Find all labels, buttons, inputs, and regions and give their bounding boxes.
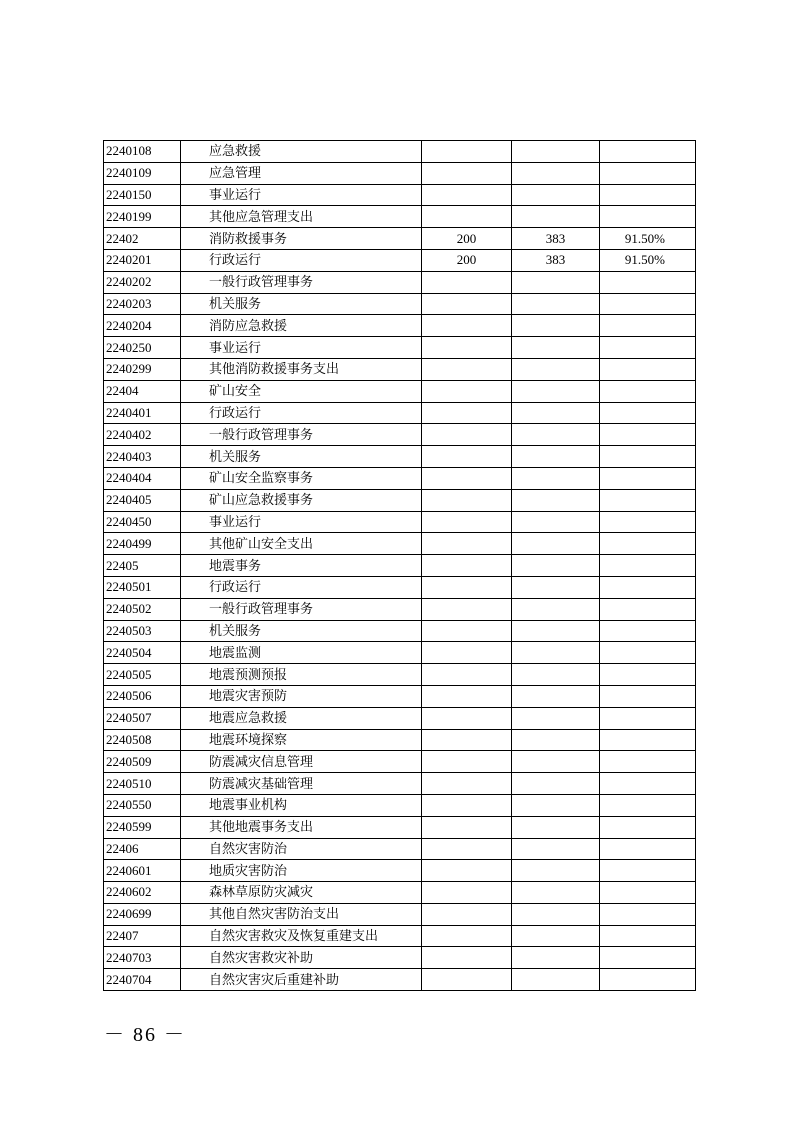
row-name-cell: 自然灾害防治 [181, 838, 422, 860]
row-value-1-cell [422, 402, 512, 424]
row-name-cell: 自然灾害救灾补助 [181, 947, 422, 969]
row-value-2-cell [512, 358, 600, 380]
row-value-1-cell [422, 380, 512, 402]
row-code-cell: 2240402 [104, 424, 181, 446]
table-row [104, 925, 696, 947]
row-code-cell: 2240703 [104, 947, 181, 969]
row-code-cell: 2240507 [104, 707, 181, 729]
row-code-cell: 2240502 [104, 598, 181, 620]
row-value-1-cell [422, 598, 512, 620]
row-value-2-cell [512, 685, 600, 707]
row-value-2-cell [512, 511, 600, 533]
row-value-1-cell [422, 162, 512, 184]
row-value-3-cell [600, 555, 696, 577]
row-value-3-cell [600, 620, 696, 642]
page-number: － 86 － [104, 1024, 186, 1046]
table-row [104, 642, 696, 664]
row-name-cell: 应急管理 [181, 162, 422, 184]
row-name-cell: 森林草原防灾减灾 [181, 882, 422, 904]
row-code-cell: 2240509 [104, 751, 181, 773]
row-value-1-cell [422, 555, 512, 577]
row-name-cell: 一般行政管理事务 [181, 598, 422, 620]
table-row [104, 707, 696, 729]
row-value-1-cell [422, 773, 512, 795]
table-row [104, 773, 696, 795]
row-value-1-cell [422, 751, 512, 773]
table-row [104, 511, 696, 533]
table-row [104, 533, 696, 555]
row-value-2-cell [512, 555, 600, 577]
table-row [104, 467, 696, 489]
row-name-cell: 机关服务 [181, 620, 422, 642]
row-name-cell: 消防救援事务 [181, 228, 422, 250]
row-name-cell: 其他消防救援事务支出 [181, 358, 422, 380]
row-value-2-cell [512, 206, 600, 228]
row-code-cell: 2240704 [104, 969, 181, 991]
table-row [104, 141, 696, 163]
row-name-cell: 事业运行 [181, 511, 422, 533]
row-value-1-cell [422, 293, 512, 315]
row-name-cell: 一般行政管理事务 [181, 424, 422, 446]
row-value-2-cell [512, 751, 600, 773]
table-row [104, 816, 696, 838]
row-value-3-cell [600, 467, 696, 489]
table-row [104, 969, 696, 991]
row-value-3-cell [600, 424, 696, 446]
row-value-3-cell [600, 358, 696, 380]
table-row [104, 271, 696, 293]
row-code-cell: 2240403 [104, 446, 181, 468]
row-code-cell: 2240150 [104, 184, 181, 206]
row-code-cell: 2240508 [104, 729, 181, 751]
row-value-3-cell [600, 707, 696, 729]
table-row [104, 838, 696, 860]
row-value-1-cell [422, 489, 512, 511]
row-value-3-cell [600, 816, 696, 838]
row-value-1-cell [422, 882, 512, 904]
row-value-1-cell [422, 620, 512, 642]
row-name-cell: 防震减灾基础管理 [181, 773, 422, 795]
row-value-2-cell [512, 467, 600, 489]
table-row [104, 860, 696, 882]
row-value-1-cell [422, 446, 512, 468]
row-value-1-cell [422, 467, 512, 489]
table-row [104, 664, 696, 686]
row-name-cell: 地震事务 [181, 555, 422, 577]
row-value-2-cell [512, 184, 600, 206]
row-value-3-cell: 91.50% [600, 249, 696, 271]
row-code-cell: 2240599 [104, 816, 181, 838]
row-value-1-cell [422, 969, 512, 991]
row-value-1-cell [422, 729, 512, 751]
row-code-cell: 22406 [104, 838, 181, 860]
row-value-3-cell [600, 773, 696, 795]
row-code-cell: 2240501 [104, 576, 181, 598]
row-name-cell: 消防应急救援 [181, 315, 422, 337]
row-name-cell: 事业运行 [181, 337, 422, 359]
row-value-1-cell [422, 947, 512, 969]
table-body [104, 141, 696, 991]
row-value-2-cell [512, 620, 600, 642]
row-value-2-cell [512, 729, 600, 751]
row-code-cell: 2240203 [104, 293, 181, 315]
row-code-cell: 2240510 [104, 773, 181, 795]
row-value-1-cell [422, 533, 512, 555]
row-code-cell: 22405 [104, 555, 181, 577]
row-value-2-cell [512, 141, 600, 163]
row-name-cell: 应急救援 [181, 141, 422, 163]
row-value-1-cell [422, 337, 512, 359]
row-name-cell: 自然灾害救灾及恢复重建支出 [181, 925, 422, 947]
row-value-1-cell [422, 141, 512, 163]
row-value-3-cell [600, 947, 696, 969]
row-value-1-cell [422, 903, 512, 925]
row-code-cell: 2240504 [104, 642, 181, 664]
row-value-2-cell [512, 402, 600, 424]
table-row [104, 882, 696, 904]
table-row [104, 293, 696, 315]
row-value-3-cell [600, 402, 696, 424]
table-row [104, 598, 696, 620]
row-name-cell: 行政运行 [181, 576, 422, 598]
row-value-1-cell [422, 816, 512, 838]
row-value-2-cell [512, 794, 600, 816]
row-value-3-cell [600, 969, 696, 991]
row-value-1-cell [422, 424, 512, 446]
row-value-3-cell [600, 882, 696, 904]
row-name-cell: 自然灾害灾后重建补助 [181, 969, 422, 991]
row-code-cell: 2240201 [104, 249, 181, 271]
row-value-1-cell [422, 925, 512, 947]
row-value-3-cell [600, 664, 696, 686]
row-value-2-cell [512, 271, 600, 293]
row-code-cell: 2240601 [104, 860, 181, 882]
row-value-3-cell [600, 576, 696, 598]
table-row [104, 947, 696, 969]
row-name-cell: 地震灾害预防 [181, 685, 422, 707]
row-value-3-cell [600, 206, 696, 228]
row-name-cell: 矿山安全 [181, 380, 422, 402]
row-value-2-cell [512, 947, 600, 969]
row-name-cell: 其他自然灾害防治支出 [181, 903, 422, 925]
row-value-2-cell [512, 925, 600, 947]
row-value-2-cell [512, 838, 600, 860]
row-value-2-cell [512, 969, 600, 991]
row-name-cell: 事业运行 [181, 184, 422, 206]
row-code-cell: 2240299 [104, 358, 181, 380]
row-value-2-cell [512, 162, 600, 184]
row-code-cell: 2240202 [104, 271, 181, 293]
row-value-1-cell: 200 [422, 228, 512, 250]
row-value-3-cell [600, 446, 696, 468]
row-value-1-cell [422, 206, 512, 228]
table-row [104, 903, 696, 925]
row-value-2-cell [512, 576, 600, 598]
row-name-cell: 地质灾害防治 [181, 860, 422, 882]
row-code-cell: 2240204 [104, 315, 181, 337]
row-code-cell: 2240505 [104, 664, 181, 686]
row-value-1-cell: 200 [422, 249, 512, 271]
row-value-2-cell [512, 489, 600, 511]
row-value-2-cell [512, 882, 600, 904]
row-value-1-cell [422, 511, 512, 533]
row-name-cell: 其他应急管理支出 [181, 206, 422, 228]
table-row [104, 380, 696, 402]
row-value-3-cell [600, 903, 696, 925]
table-row [104, 337, 696, 359]
table-row [104, 489, 696, 511]
row-name-cell: 其他地震事务支出 [181, 816, 422, 838]
table-row [104, 685, 696, 707]
table-row [104, 206, 696, 228]
row-code-cell: 2240108 [104, 141, 181, 163]
table-row [104, 162, 696, 184]
row-code-cell: 2240404 [104, 467, 181, 489]
row-value-2-cell [512, 707, 600, 729]
row-value-3-cell [600, 293, 696, 315]
row-value-3-cell [600, 380, 696, 402]
table-row [104, 424, 696, 446]
row-name-cell: 其他矿山安全支出 [181, 533, 422, 555]
row-value-3-cell [600, 141, 696, 163]
table-row [104, 729, 696, 751]
row-value-1-cell [422, 860, 512, 882]
row-value-1-cell [422, 315, 512, 337]
table-row [104, 402, 696, 424]
row-value-2-cell [512, 446, 600, 468]
row-value-2-cell [512, 424, 600, 446]
row-name-cell: 矿山安全监察事务 [181, 467, 422, 489]
row-code-cell: 22407 [104, 925, 181, 947]
row-value-3-cell [600, 162, 696, 184]
row-value-1-cell [422, 794, 512, 816]
row-code-cell: 2240506 [104, 685, 181, 707]
row-value-2-cell [512, 533, 600, 555]
table-row [104, 446, 696, 468]
row-code-cell: 2240450 [104, 511, 181, 533]
row-value-2-cell: 383 [512, 249, 600, 271]
row-value-3-cell [600, 642, 696, 664]
row-code-cell: 2240109 [104, 162, 181, 184]
budget-table [103, 140, 696, 991]
row-value-1-cell [422, 664, 512, 686]
row-name-cell: 一般行政管理事务 [181, 271, 422, 293]
row-name-cell: 地震事业机构 [181, 794, 422, 816]
row-value-1-cell [422, 358, 512, 380]
row-name-cell: 防震减灾信息管理 [181, 751, 422, 773]
row-value-1-cell [422, 838, 512, 860]
row-name-cell: 机关服务 [181, 293, 422, 315]
row-value-3-cell [600, 794, 696, 816]
row-value-2-cell [512, 903, 600, 925]
row-value-2-cell [512, 773, 600, 795]
row-name-cell: 地震环境探察 [181, 729, 422, 751]
row-code-cell: 2240699 [104, 903, 181, 925]
row-value-1-cell [422, 184, 512, 206]
row-code-cell: 2240503 [104, 620, 181, 642]
table-row [104, 249, 696, 271]
row-code-cell: 22404 [104, 380, 181, 402]
row-value-3-cell [600, 315, 696, 337]
row-value-3-cell [600, 729, 696, 751]
row-name-cell: 地震预测预报 [181, 664, 422, 686]
table-row [104, 358, 696, 380]
row-code-cell: 2240401 [104, 402, 181, 424]
row-value-1-cell [422, 685, 512, 707]
row-code-cell: 2240550 [104, 794, 181, 816]
row-value-2-cell [512, 380, 600, 402]
row-value-2-cell: 383 [512, 228, 600, 250]
row-value-3-cell [600, 685, 696, 707]
table-row [104, 620, 696, 642]
row-value-2-cell [512, 664, 600, 686]
row-value-3-cell [600, 598, 696, 620]
row-name-cell: 地震应急救援 [181, 707, 422, 729]
row-code-cell: 2240499 [104, 533, 181, 555]
table-row [104, 228, 696, 250]
row-value-1-cell [422, 707, 512, 729]
table-row [104, 751, 696, 773]
row-value-3-cell [600, 751, 696, 773]
row-code-cell: 2240405 [104, 489, 181, 511]
row-name-cell: 矿山应急救援事务 [181, 489, 422, 511]
row-value-3-cell [600, 184, 696, 206]
row-value-1-cell [422, 271, 512, 293]
table-row [104, 555, 696, 577]
row-name-cell: 地震监测 [181, 642, 422, 664]
row-code-cell: 22402 [104, 228, 181, 250]
row-value-3-cell [600, 860, 696, 882]
row-value-2-cell [512, 642, 600, 664]
row-name-cell: 行政运行 [181, 402, 422, 424]
row-value-3-cell [600, 271, 696, 293]
row-value-2-cell [512, 816, 600, 838]
table-row [104, 576, 696, 598]
row-value-3-cell [600, 489, 696, 511]
row-value-2-cell [512, 337, 600, 359]
row-value-3-cell [600, 925, 696, 947]
row-code-cell: 2240602 [104, 882, 181, 904]
row-name-cell: 机关服务 [181, 446, 422, 468]
table-row [104, 794, 696, 816]
row-value-3-cell [600, 511, 696, 533]
row-value-2-cell [512, 598, 600, 620]
row-value-2-cell [512, 860, 600, 882]
row-value-2-cell [512, 315, 600, 337]
row-value-3-cell [600, 533, 696, 555]
row-value-3-cell: 91.50% [600, 228, 696, 250]
row-value-1-cell [422, 642, 512, 664]
row-name-cell: 行政运行 [181, 249, 422, 271]
table-row [104, 184, 696, 206]
row-code-cell: 2240250 [104, 337, 181, 359]
row-value-3-cell [600, 337, 696, 359]
row-value-3-cell [600, 838, 696, 860]
row-value-1-cell [422, 576, 512, 598]
row-value-2-cell [512, 293, 600, 315]
row-code-cell: 2240199 [104, 206, 181, 228]
table-row [104, 315, 696, 337]
